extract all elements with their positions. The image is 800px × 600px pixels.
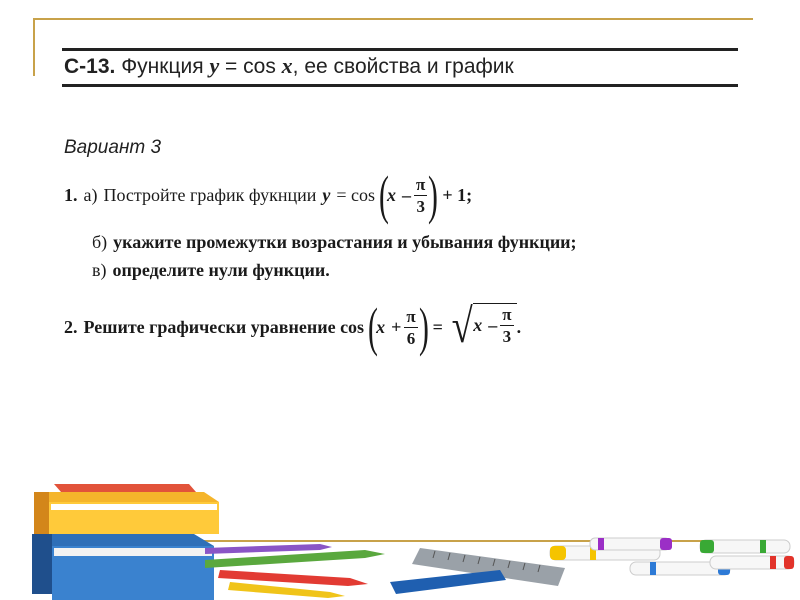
task2-x-var: x	[376, 316, 386, 337]
markers-icon	[540, 536, 796, 600]
task2-period: .	[516, 316, 522, 337]
frame-left-line	[33, 18, 35, 76]
header-rule-bottom	[62, 84, 738, 87]
task1-right-paren: )	[428, 165, 439, 225]
task2-radicand	[473, 303, 516, 345]
task1-x-var: x	[387, 184, 397, 205]
title-y-var: y	[209, 53, 220, 78]
task1-pi: π	[416, 174, 426, 194]
task1-number: 1.	[64, 184, 78, 205]
task2-minus: –	[488, 315, 498, 335]
page-title	[64, 53, 514, 79]
task1-y-var: y	[322, 184, 331, 205]
task2-line	[64, 297, 522, 357]
task2-x-var2: x	[473, 315, 483, 335]
task1-den: 3	[416, 196, 425, 216]
title-code: С-13.	[64, 55, 116, 78]
task1-left-paren: (	[379, 165, 390, 225]
variant-label: Вариант 3	[64, 137, 162, 158]
task1-c-label: в)	[92, 260, 107, 280]
task1-b-text: укажите промежутки возрастания и убывания функции;	[113, 232, 577, 252]
task1-b-label: б)	[92, 232, 108, 252]
title-word: Функция	[121, 55, 204, 78]
header-rule-top	[62, 48, 738, 51]
books-icon	[14, 484, 224, 600]
task1-line-a	[64, 165, 473, 225]
task2-left-paren: (	[368, 297, 379, 357]
task1-tail: + 1;	[442, 184, 473, 205]
task1-line-b	[92, 232, 577, 253]
task2-fraction-2	[500, 306, 513, 345]
task1-c-text: определите нули функции.	[112, 260, 330, 280]
task2-plus: +	[391, 316, 402, 337]
task1-fraction	[414, 176, 427, 215]
task2-number: 2.	[64, 316, 78, 337]
sqrt-icon: √	[451, 300, 473, 353]
task1-eq-cos: = cos	[336, 184, 376, 205]
title-x-var: x	[281, 53, 293, 78]
title-eq-cos: = cos	[225, 55, 276, 78]
task2-right-paren: )	[418, 297, 429, 357]
task1-a-text: Постройте график фукнции	[103, 184, 317, 205]
task1-minus: –	[402, 184, 412, 205]
task2-pi2: π	[502, 305, 512, 324]
task2-den1: 6	[406, 328, 416, 348]
frame-top-line	[33, 18, 753, 20]
task2-equals: =	[432, 316, 443, 337]
task1-a-label: а)	[83, 184, 98, 205]
task2-fraction-1	[404, 308, 417, 347]
task2-text: Решите графически уравнение cos	[83, 316, 365, 337]
task1-line-c	[92, 260, 330, 281]
task2-pi: π	[406, 306, 416, 326]
pencils-icon	[200, 540, 400, 600]
title-tail: , ее свойства и график	[292, 55, 514, 78]
task2-den2: 3	[502, 327, 512, 346]
